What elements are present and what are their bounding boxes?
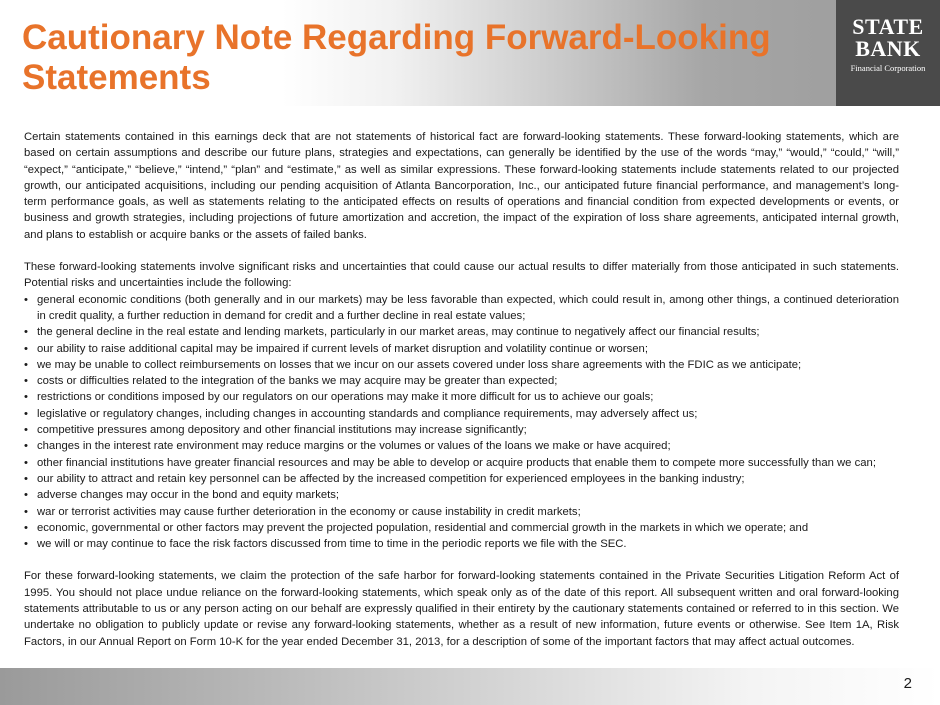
- intro-paragraph: Certain statements contained in this earnings deck that are not statements of historical fact are forward-looking statements. These forward-looking statements, which are based on certain assumptions and describe our future plans, strategies and expectations, can generally be identified by the use of the words “may,” “would,” “could,” “will,” “expect,” “anticipate,” “believe,” “intend,” “plan” and “estimate,” as well as similar expressions. These forward-looking statements include statements related to our projected growth, our anticipated acquisitions, including our pending acquisition of Atlanta Bancorporation, Inc., our anticipated future financial performance, and management’s long-term performance goals, as well as statements relating to the anticipated effects on results of operations and financial condition from expected developments or events, or business and growth strategies, including projections of future amortization and accretion, the impact of the expiration of loss share agreements, anticipated internal growth, and plans to establish or acquire banks or the assets of failed banks.: [24, 131, 899, 241]
- risk-item: [24, 504, 899, 520]
- risk-item: [24, 422, 899, 438]
- risk-item: [24, 389, 899, 405]
- bullet-icon: •: [24, 472, 28, 485]
- logo-line-bank: BANK: [855, 36, 921, 61]
- risk-item: [24, 487, 899, 503]
- footer-band: [0, 668, 940, 705]
- paragraph-spacer: [24, 243, 899, 259]
- bullet-icon: •: [24, 358, 28, 371]
- risk-text: legislative or regulatory changes, including changes in accounting standards and compliance requirements, may adversely affect us;: [37, 407, 698, 420]
- risk-text: other financial institutions have greater financial resources and may be able to develop or acquire products that enable them to compete more successfully than we can;: [37, 456, 876, 469]
- risk-list: [24, 292, 899, 553]
- bullet-icon: •: [24, 489, 28, 502]
- bullet-icon: •: [24, 391, 28, 404]
- risk-text: economic, governmental or other factors may prevent the projected population, residential and commercial growth in the markets in which we operate; and: [37, 521, 809, 534]
- bullet-icon: •: [24, 293, 28, 306]
- risk-item: [24, 406, 899, 422]
- bullet-icon: •: [24, 424, 28, 437]
- risk-text: costs or difficulties related to the integration of the banks we may acquire may be greater than expected;: [37, 375, 558, 388]
- closing-paragraph: For these forward-looking statements, we claim the protection of the safe harbor for forward-looking statements contained in the Private Securities Litigation Reform Act of 1995. You should not place undue reliance on the forward-looking statements, which speak only as of the date of this report. All subsequent written and oral forward-looking statements attributable to us or any person acting on our behalf are expressly qualified in their entirety by the cautionary statements contained or referred to in this section. We undertake no obligation to publicly update or revise any forward-looking statements, whether as a result of new information, future events or otherwise. See Item 1A, Risk Factors, in our Annual Report on Form 10-K for the year ended December 31, 2013, for a description of some of the important factors that may affect actual outcomes.: [24, 570, 899, 648]
- risk-text: the general decline in the real estate and lending markets, particularly in our market areas, may continue to negatively affect our financial results;: [37, 326, 760, 339]
- statement-body: [24, 129, 899, 650]
- risk-text: competitive pressures among depository and other financial institutions may increase significantly;: [37, 424, 527, 437]
- risk-text: we may be unable to collect reimbursements on losses that we incur on our assets covered under loss share agreements with the FDIC as we anticipate;: [37, 358, 802, 371]
- bullet-icon: •: [24, 456, 28, 469]
- page-title: Cautionary Note Regarding Forward-Looking Statements: [22, 18, 771, 97]
- risk-item: [24, 324, 899, 340]
- risk-item: [24, 357, 899, 373]
- logo-line-subtitle: Financial Corporation: [850, 63, 926, 73]
- paragraph-spacer: [24, 552, 899, 568]
- bullet-icon: •: [24, 342, 28, 355]
- company-logo: [836, 0, 940, 106]
- risk-text: war or terrorist activities may cause further deterioration in the economy or cause instability in credit markets;: [37, 505, 581, 518]
- bullet-icon: •: [24, 326, 28, 339]
- risk-text: changes in the interest rate environment may reduce margins or the volumes or values of the loans we make or have acquired;: [37, 440, 671, 453]
- risk-item: [24, 520, 899, 536]
- risk-item: [24, 455, 899, 471]
- bullet-icon: •: [24, 440, 28, 453]
- bullet-icon: •: [24, 375, 28, 388]
- risk-text: we will or may continue to face the risk factors discussed from time to time in the periodic reports we file with the SEC.: [37, 538, 627, 551]
- risk-text: adverse changes may occur in the bond and equity markets;: [37, 489, 340, 502]
- logo-line-state: STATE: [852, 14, 924, 39]
- bullet-icon: •: [24, 505, 28, 518]
- bullet-icon: •: [24, 407, 28, 420]
- risk-item: [24, 373, 899, 389]
- bullet-icon: •: [24, 521, 28, 534]
- risks-intro-paragraph: These forward-looking statements involve significant risks and uncertainties that could cause our actual results to differ materially from those anticipated in such statements. Potential risks and uncertainties include the following:: [24, 261, 899, 290]
- risk-item: [24, 292, 899, 325]
- page-number: 2: [903, 675, 912, 692]
- bullet-icon: •: [24, 538, 28, 551]
- risk-text: our ability to raise additional capital may be impaired if current levels of market disruption and volatility continue or worsen;: [37, 342, 648, 355]
- risk-text: restrictions or conditions imposed by our regulators on our operations may make it more difficult for us to achieve our goals;: [37, 391, 654, 404]
- risk-text: our ability to attract and retain key personnel can be affected by the increased competition for experienced employees in the banking industry;: [37, 472, 745, 485]
- risk-text: general economic conditions (both generally and in our markets) may be less favorable than expected, which could result in, among other things, a continued deterioration in credit quality, a further reduction in demand for credit and a further decline in real estate values;: [37, 293, 899, 322]
- risk-item: [24, 438, 899, 454]
- risk-item: [24, 536, 899, 552]
- risk-item: [24, 341, 899, 357]
- risk-item: [24, 471, 899, 487]
